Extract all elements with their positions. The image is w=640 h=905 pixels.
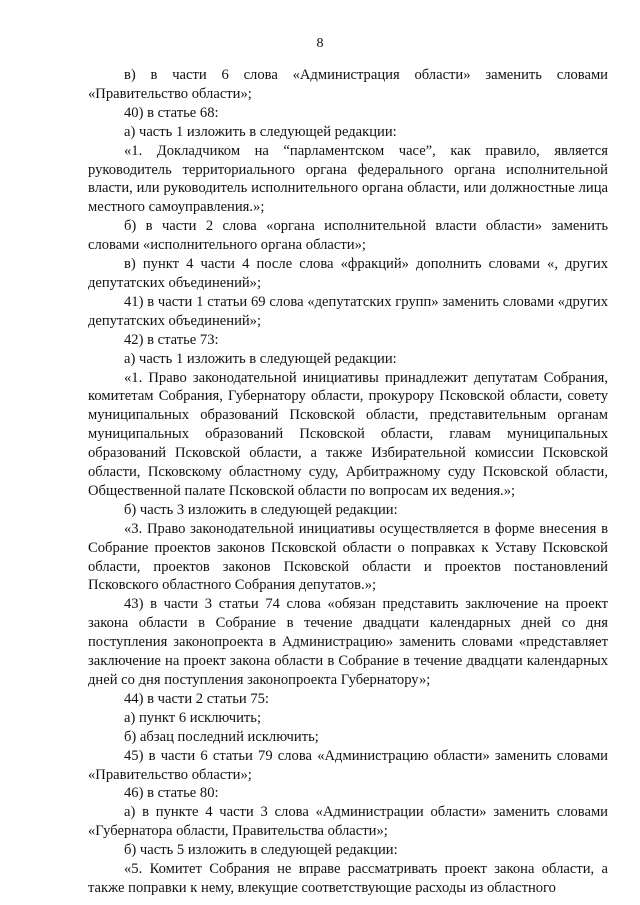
- paragraph: 41) в части 1 статьи 69 слова «депутатских групп» заменить словами «других депутатских объединений»;: [88, 293, 608, 329]
- paragraph: 43) в части 3 статьи 74 слова «обязан представить заключение на проект закона области в Собрание в течение двадцати календарных дней со дня поступления законопроекта в Администрацию» заменить словами «представляет заключение на проект закона области в Собрание в течение двадцати календарных дней со дня поступления законопроекта Губернатору»;: [88, 596, 608, 688]
- document-body: [88, 66, 608, 898]
- paragraph: а) пункт 6 исключить;: [124, 709, 262, 726]
- paragraph: 42) в статье 73:: [124, 331, 219, 348]
- paragraph: б) часть 3 изложить в следующей редакции:: [124, 501, 398, 518]
- paragraph: а) в пункте 4 части 3 слова «Администрации области» заменить словами «Губернатора области, Правительства области»;: [88, 804, 608, 840]
- paragraph: 45) в части 6 статьи 79 слова «Администрацию области» заменить словами «Правительство области»;: [88, 747, 608, 783]
- paragraph: б) абзац последний исключить;: [124, 728, 319, 745]
- paragraph: 40) в статье 68:: [124, 104, 219, 121]
- paragraph: «3. Право законодательной инициативы осуществляется в форме внесения в Собрание проектов законов Псковской области о поправках к Уставу Псковской области, проектов законов Псковской области и проектов постановлений Псковского областного Собрания депутатов.»;: [88, 520, 608, 594]
- paragraph: в) в части 6 слова «Администрация области» заменить словами «Правительство области»;: [88, 67, 608, 102]
- paragraph: а) часть 1 изложить в следующей редакции:: [124, 123, 397, 140]
- paragraph: «1. Докладчиком на “парламентском часе”, как правило, является руководитель территориального органа федерального органа исполнительной власти, или руководитель исполнительного органа области, или должностные лица местного самоуправления.»;: [88, 142, 608, 216]
- paragraph: в) пункт 4 части 4 после слова «фракций» дополнить словами «, других депутатских объединений»;: [88, 256, 608, 291]
- paragraph: б) в части 2 слова «органа исполнительной власти области» заменить словами «исполнительного органа области»;: [88, 218, 608, 254]
- paragraph: «1. Право законодательной инициативы принадлежит депутатам Собрания, комитетам Собрания, Губернатору области, прокурору Псковской области, совету муниципальных образований Псковской области, представительным органам муниципальных образований Псковской области, главам муниципальных образований Псковской области, а также Избирательной комиссии Псковской области, Псковскому областному суду, Арбитражному суду Псковской области, Общественной палате Псковской области по вопросам их ведения.»;: [88, 369, 608, 499]
- paragraph: б) часть 5 изложить в следующей редакции:: [124, 842, 398, 859]
- page-number: 8: [316, 36, 324, 51]
- paragraph: а) часть 1 изложить в следующей редакции:: [124, 350, 397, 367]
- paragraph: «5. Комитет Собрания не вправе рассматривать проект закона области, а также поправки к нему, влекущие соответствующие расходы из областного: [88, 861, 608, 896]
- paragraph: 46) в статье 80:: [124, 785, 219, 802]
- paragraph: 44) в части 2 статьи 75:: [124, 690, 269, 707]
